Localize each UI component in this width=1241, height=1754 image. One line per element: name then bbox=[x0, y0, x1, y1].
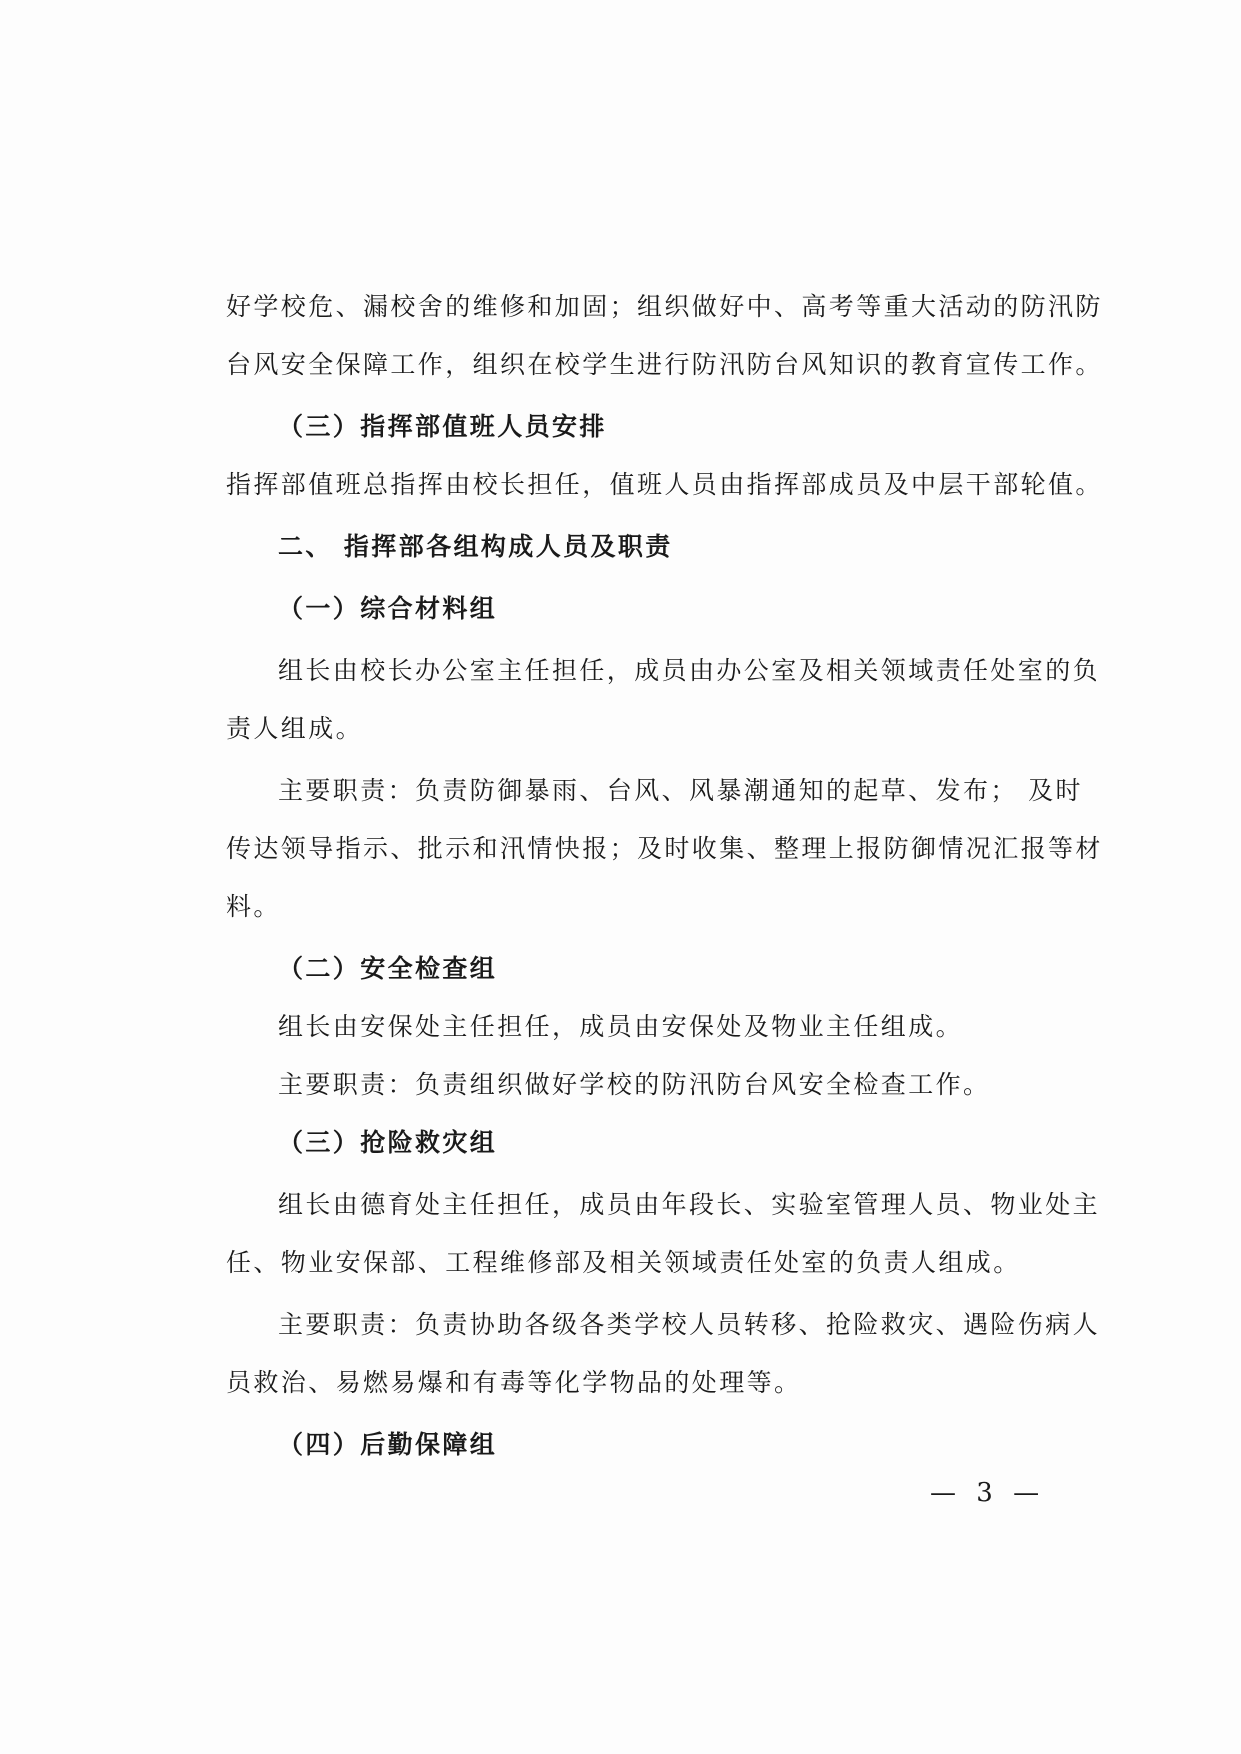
paragraph-line: 主要职责：负责协助各级各类学校人员转移、抢险救灾、遇险伤病人 bbox=[278, 1310, 1101, 1339]
section-heading: （四）后勤保障组 bbox=[278, 1430, 498, 1459]
paragraph-line: 组长由安保处主任担任，成员由安保处及物业主任组成。 bbox=[278, 1012, 964, 1041]
paragraph-line: 料。 bbox=[226, 892, 281, 921]
section-heading: 二、 指挥部各组构成人员及职责 bbox=[278, 532, 673, 561]
paragraph-line: 主要职责：负责防御暴雨、台风、风暴潮通知的起草、发布； 及时 bbox=[278, 776, 1083, 805]
section-heading: （二）安全检查组 bbox=[278, 954, 498, 983]
paragraph-line: 责人组成。 bbox=[226, 714, 364, 743]
paragraph-line: 任、物业安保部、工程维修部及相关领域责任处室的负责人组成。 bbox=[226, 1248, 1021, 1277]
section-heading: （一）综合材料组 bbox=[278, 594, 498, 623]
paragraph-line: 员救治、易燃易爆和有毒等化学物品的处理等。 bbox=[226, 1368, 802, 1397]
page-number: — 3 — bbox=[930, 1478, 1046, 1508]
paragraph-line: 好学校危、漏校舍的维修和加固；组织做好中、高考等重大活动的防汛防 bbox=[226, 292, 1103, 321]
paragraph-line: 主要职责：负责组织做好学校的防汛防台风安全检查工作。 bbox=[278, 1070, 991, 1099]
paragraph-line: 指挥部值班总指挥由校长担任，值班人员由指挥部成员及中层干部轮值。 bbox=[226, 470, 1103, 499]
paragraph-line: 组长由德育处主任担任，成员由年段长、实验室管理人员、物业处主 bbox=[278, 1190, 1101, 1219]
paragraph-line: 组长由校长办公室主任担任，成员由办公室及相关领域责任处室的负 bbox=[278, 656, 1101, 685]
paragraph-line: 传达领导指示、批示和汛情快报；及时收集、整理上报防御情况汇报等材 bbox=[226, 834, 1103, 863]
section-heading: （三）指挥部值班人员安排 bbox=[278, 412, 607, 441]
paragraph-line: 台风安全保障工作，组织在校学生进行防汛防台风知识的教育宣传工作。 bbox=[226, 350, 1103, 379]
section-heading: （三）抢险救灾组 bbox=[278, 1128, 498, 1157]
document-body bbox=[226, 278, 1103, 1474]
